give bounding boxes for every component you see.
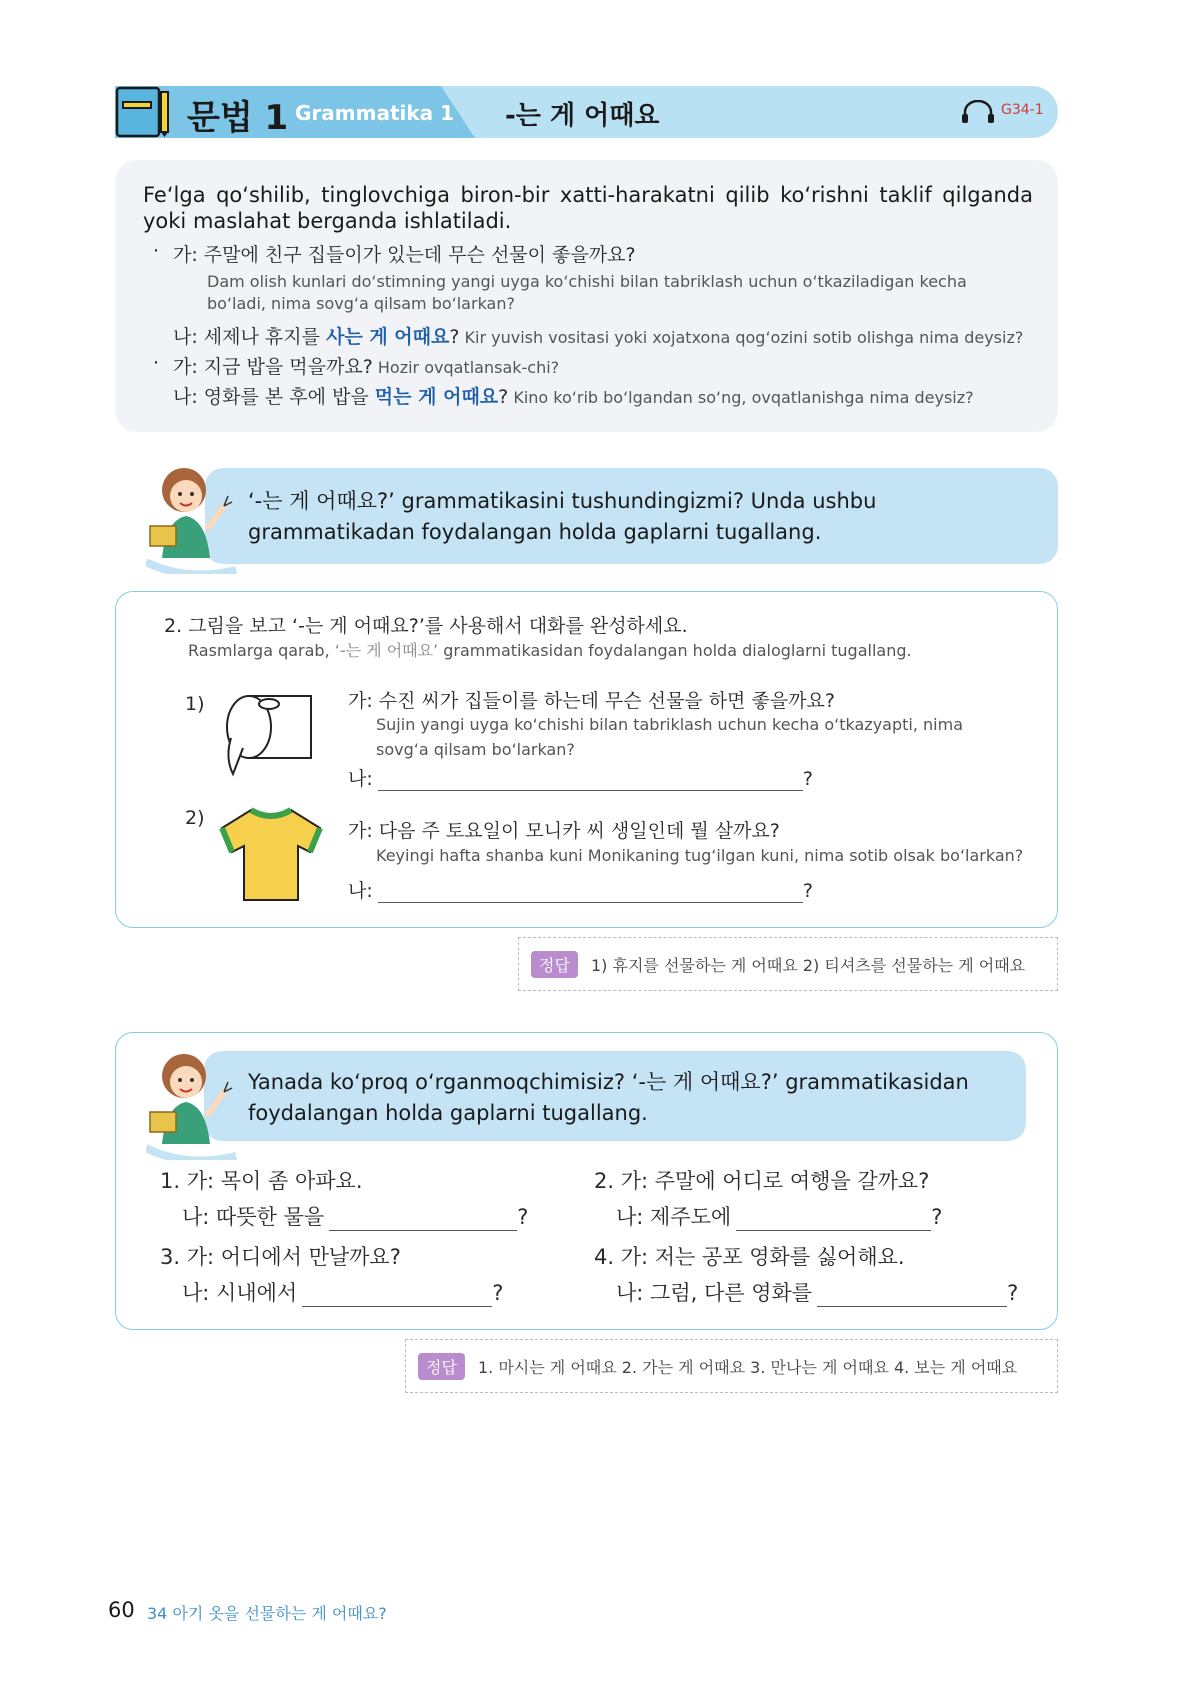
- exercise-3-item-2-na-line: [616, 1201, 942, 1231]
- answer-blank[interactable]: [302, 1286, 492, 1307]
- grammar-label: Grammatika 1: [295, 101, 455, 125]
- exercise-2-item-2-answer-line: [348, 876, 813, 903]
- answer-key-1: [518, 937, 1058, 991]
- grammar-explanation-box: [115, 160, 1058, 432]
- book-pencil-icon: [115, 86, 170, 138]
- answer-badge: 정답: [531, 951, 578, 978]
- example-2-na-translation: Kino ko‘rib bo‘lgandan so‘ng, ovqatlanishga nima deysiz?: [513, 388, 974, 407]
- question-mark: ?: [492, 1281, 504, 1305]
- example-2-bullet: ·: [153, 352, 160, 374]
- exercise-2-box: [115, 591, 1058, 928]
- example-1-na-suffix: ?: [449, 326, 460, 348]
- teacher-illustration: [146, 1048, 238, 1160]
- answer-badge: 정답: [418, 1353, 465, 1380]
- exercise-3-item-3-ga: 3. 가: 어디에서 만날까요?: [160, 1245, 401, 1269]
- exercise-2-item-2-na: 나:: [348, 880, 373, 902]
- exercise-3-item-1-ga: 1. 가: 목이 좀 아파요.: [160, 1169, 363, 1193]
- exercise-3-item-4-ga: 4. 가: 저는 공포 영화를 싫어해요.: [594, 1245, 905, 1269]
- exercise-3-item-1-na-line: [182, 1201, 528, 1231]
- exercise-2-item-2-number: 2): [185, 807, 205, 829]
- exercise-2-item-1-number: 1): [185, 693, 205, 715]
- exercise-2-subtitle: [188, 638, 912, 663]
- page-number: 60: [108, 1598, 135, 1622]
- exercise-2-title: 2. 그림을 보고 ‘-는 게 어때요?’를 사용해서 대화를 완성하세요.: [164, 615, 688, 637]
- exercise-2-subtitle-suffix: grammatikasidan foydalangan holda dialoglarni tugallang.: [438, 641, 912, 660]
- exercise-2-item-2-ga-translation: Keyingi hafta shanba kuni Monikaning tug‘ilgan kuni, nima sotib olsak bo‘larkan?: [376, 846, 1024, 865]
- exercise-3-item-2-ga: 2. 가: 주말에 어디로 여행을 갈까요?: [594, 1169, 930, 1193]
- example-1-ga-translation: Dam olish kunlari do‘stimning yangi uyga ko‘chishi bilan tabriklash uchun o‘tkaziladigan kecha bo‘ladi, nima sovg‘a qilsam bo‘larkan?: [207, 272, 967, 313]
- example-2-ga-text: 가: 지금 밥을 먹을까요?: [173, 356, 373, 378]
- audio-track-code[interactable]: G34-1: [1001, 102, 1044, 118]
- grammar-header: [115, 86, 1058, 138]
- exercise-3-item-4-na: 나: 그럼, 다른 영화를: [616, 1281, 813, 1305]
- exercise-3-item-4-na-line: [616, 1277, 1018, 1307]
- answer-blank[interactable]: [378, 770, 803, 791]
- example-1-ga: 가: 주말에 친구 집들이가 있는데 무슨 선물이 좋을까요?: [173, 244, 636, 266]
- exercise-3-item-2-na: 나: 제주도에: [616, 1205, 732, 1229]
- question-mark: ?: [931, 1205, 943, 1229]
- bubble-2-suffix: grammatikasidan foydalangan holda gaplarni tugallang.: [248, 1070, 969, 1125]
- example-2-na-prefix: 나: 영화를 본 후에 밥을: [173, 386, 375, 408]
- grammar-description: Fe‘lga qo‘shilib, tinglovchiga biron-bir xatti-harakatni qilib ko‘rishni taklif qilganda yoki maslahat berganda ishlatiladi.: [143, 183, 1033, 233]
- example-2-ga-translation: Hozir ovqatlansak-chi?: [377, 358, 560, 377]
- example-2-na: [173, 382, 974, 409]
- example-1: [153, 240, 159, 262]
- t-shirt-icon: [216, 804, 326, 904]
- example-1-na: [173, 322, 1023, 349]
- question-mark: ?: [802, 768, 813, 790]
- chapter-title: 34 아기 옷을 선물하는 게 어때요?: [147, 1604, 387, 1623]
- bubble-1-uzbek: grammatikasini tushundingizmi? Unda ushbu grammatikadan foydalangan holda gaplarni tugallang.: [248, 489, 877, 544]
- exercise-3-box: [115, 1032, 1058, 1330]
- teacher-illustration: [146, 462, 238, 574]
- answer-blank[interactable]: [329, 1210, 517, 1231]
- answer-key-2: [405, 1339, 1058, 1393]
- exercise-3-item-3-na: 나: 시내에서: [182, 1281, 298, 1305]
- section-label: 문법 1: [187, 98, 289, 138]
- exercise-2-subtitle-prefix: Rasmlarga qarab,: [188, 641, 335, 660]
- exercise-2-item-1-ga: 가: 수진 씨가 집들이를 하는데 무슨 선물을 하면 좋을까요?: [348, 690, 835, 712]
- toilet-paper-icon: [219, 688, 319, 780]
- answer-key-2-text: 1. 마시는 게 어때요 2. 가는 게 어때요 3. 만나는 게 어때요 4. 보는 게 어때요: [478, 1358, 1018, 1377]
- question-mark: ?: [517, 1205, 529, 1229]
- example-bullet: ·: [153, 240, 160, 262]
- question-mark: ?: [1007, 1281, 1019, 1305]
- exercise-2-subtitle-korean: ‘-는 게 어때요’: [334, 641, 439, 660]
- grammar-title: -는 게 어때요: [505, 101, 660, 131]
- answer-blank[interactable]: [736, 1210, 931, 1231]
- exercise-2-item-2-ga: 가: 다음 주 토요일이 모니카 씨 생일인데 뭘 살까요?: [348, 820, 780, 842]
- answer-key-1-text: 1) 휴지를 선물하는 게 어때요 2) 티셔츠를 선물하는 게 어때요: [591, 956, 1026, 975]
- bubble-2-korean: ‘-는 게 어때요?’: [631, 1070, 779, 1094]
- instruction-bubble-2-text: [248, 1067, 1008, 1129]
- example-1-na-prefix: 나: 세제나 휴지를: [173, 326, 326, 348]
- example-1-na-translation: Kir yuvish vositasi yoki xojatxona qog‘ozini sotib olishga nima deysiz?: [464, 328, 1024, 347]
- bubble-2-prefix: Yanada ko‘proq o‘rganmoqchimisiz?: [248, 1070, 632, 1094]
- example-2-na-highlight: 먹는 게 어때요: [374, 386, 499, 408]
- exercise-3-item-1-na: 나: 따뜻한 물을: [182, 1205, 325, 1229]
- exercise-3-item-3-na-line: [182, 1277, 503, 1307]
- exercise-2-item-1-na: 나:: [348, 768, 373, 790]
- answer-blank[interactable]: [378, 882, 803, 903]
- example-2-na-suffix: ?: [498, 386, 509, 408]
- example-1-na-highlight: 사는 게 어때요: [326, 326, 450, 348]
- example-2-ga: [173, 352, 559, 379]
- instruction-bubble-1-text: [248, 486, 1038, 548]
- exercise-2-item-1-ga-translation: Sujin yangi uyga ko‘chishi bilan tabriklash uchun kecha o‘tkazyapti, nima sovg‘a qilsam bo‘larkan?: [376, 715, 963, 759]
- bubble-1-korean: ‘-는 게 어때요?’: [248, 489, 395, 513]
- question-mark: ?: [802, 880, 813, 902]
- exercise-2-item-1-answer-line: [348, 764, 813, 791]
- answer-blank[interactable]: [817, 1286, 1007, 1307]
- headphones-icon[interactable]: [961, 100, 995, 124]
